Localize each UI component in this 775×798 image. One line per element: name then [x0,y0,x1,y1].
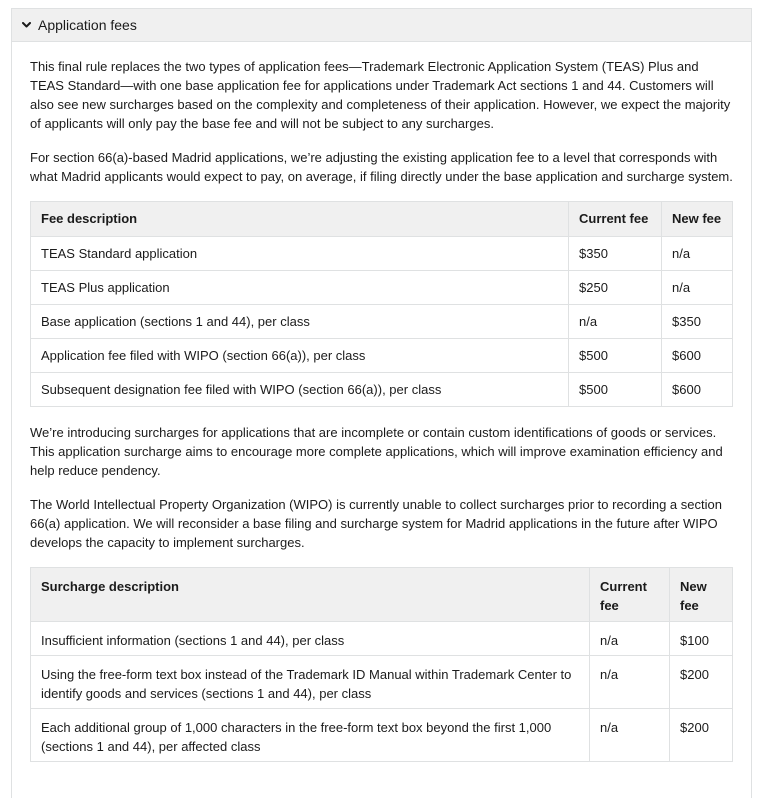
new-fee-cell: $200 [670,656,733,709]
current-fee-cell: n/a [590,656,670,709]
wipo-paragraph: The World Intellectual Property Organization (WIPO) is currently unable to collect surcharges prior to recording a section 66(a) application. We will reconsider a base filing and surcharge system for Madrid applications in the future after WIPO develops the capacity to implement surcharges. [30,497,722,550]
surcharge-description-cell: Insufficient information (sections 1 and 44), per class [31,622,590,656]
intro-paragraph: This final rule replaces the two types of application fees—Trademark Electronic Application System (TEAS) Plus and TEAS Standard—with one base application fee for applications under Trademark Act sections 1 and 44. Customers will also see new surcharges based on the complexity and completeness of their application. However, we expect the majority of applicants will only pay the base fee and will not be subject to any surcharges. [30,59,731,131]
column-header: New fee [670,568,733,622]
accordion-toggle[interactable] [12,9,751,42]
madrid-paragraph: For section 66(a)-based Madrid applications, we’re adjusting the existing application fee to a level that corresponds with what Madrid applicants would expect to pay, on average, if filing directly under the base application and surcharge system. [30,150,733,184]
table-row [31,339,733,373]
table-row [31,656,733,709]
current-fee-cell: $500 [569,339,662,373]
table-row [31,237,733,271]
fee-table [30,201,733,407]
accordion-content [12,42,751,762]
table-header-row [31,202,733,237]
application-fees-accordion [11,8,752,798]
surcharge-description-cell: Each additional group of 1,000 characters in the free-form text box beyond the first 1,000 (sections 1 and 44), per affected class [31,709,590,762]
table-row [31,305,733,339]
current-fee-cell: n/a [590,622,670,656]
new-fee-cell: $600 [662,339,733,373]
new-fee-cell: $350 [662,305,733,339]
new-fee-cell: $100 [670,622,733,656]
column-header: Current fee [569,202,662,237]
fee-description-cell: Subsequent designation fee filed with WIPO (section 66(a)), per class [31,373,569,407]
surcharge-intro-paragraph: We’re introducing surcharges for applications that are incomplete or contain custom identifications of goods or services. This application surcharge aims to encourage more complete applications, which will improve examination efficiency and help reduce pendency. [30,425,723,478]
new-fee-cell: $200 [670,709,733,762]
new-fee-cell: n/a [662,237,733,271]
fee-description-cell: TEAS Plus application [31,271,569,305]
table-header-row [31,568,733,622]
current-fee-cell: $350 [569,237,662,271]
new-fee-cell: n/a [662,271,733,305]
chevron-down-icon [21,20,31,30]
table-row [31,373,733,407]
table-row [31,622,733,656]
current-fee-cell: n/a [590,709,670,762]
new-fee-cell: $600 [662,373,733,407]
fee-description-cell: Base application (sections 1 and 44), per class [31,305,569,339]
column-header: New fee [662,202,733,237]
current-fee-cell: $500 [569,373,662,407]
fee-description-cell: Application fee filed with WIPO (section 66(a)), per class [31,339,569,373]
table-row [31,709,733,762]
accordion-title: Application fees [38,17,137,33]
column-header: Fee description [31,202,569,237]
surcharge-table [30,567,733,762]
current-fee-cell: $250 [569,271,662,305]
fee-description-cell: TEAS Standard application [31,237,569,271]
surcharge-description-cell: Using the free-form text box instead of the Trademark ID Manual within Trademark Center to identify goods and services (sections 1 and 44), per class [31,656,590,709]
column-header: Current fee [590,568,670,622]
column-header: Surcharge description [31,568,590,622]
current-fee-cell: n/a [569,305,662,339]
table-row [31,271,733,305]
